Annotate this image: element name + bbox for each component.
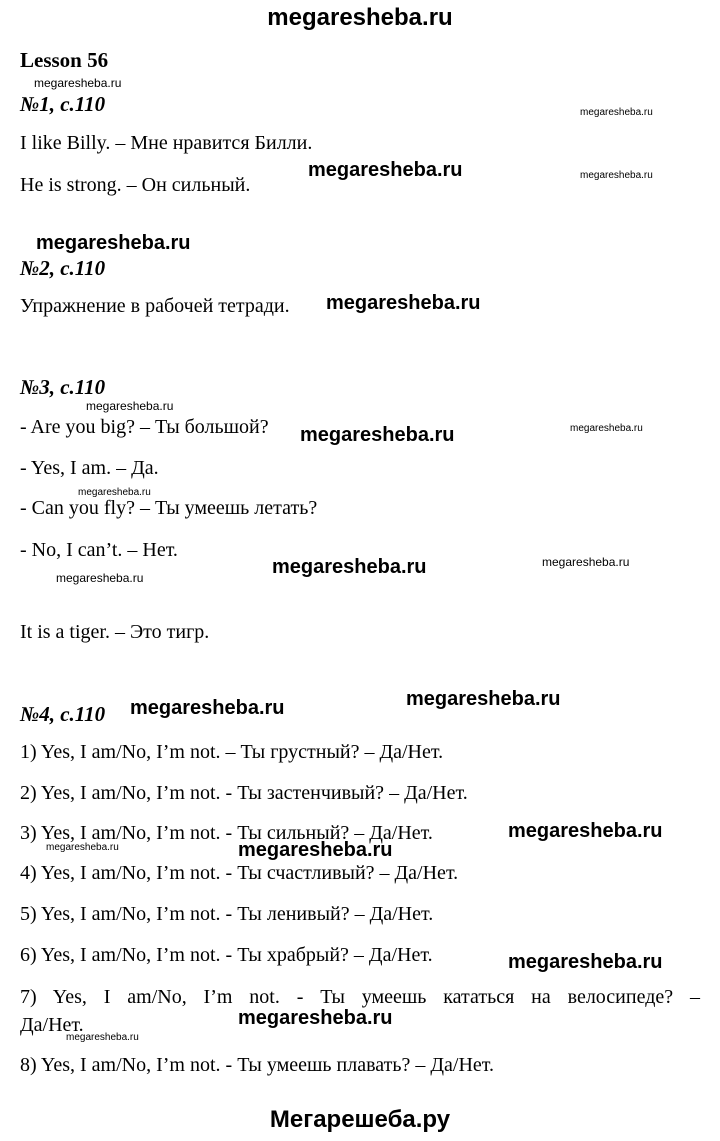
section-3-line-3: - Can you fly? – Ты умеешь летать?: [20, 497, 318, 519]
site-footer: Мегарешеба.ру: [269, 1106, 451, 1133]
section-2-title: №2, с.110: [20, 256, 106, 280]
section-3-line-5: It is a tiger. – Это тигр.: [20, 621, 210, 643]
section-3-line-1: - Are you big? – Ты большой?: [20, 416, 269, 438]
section-4-line-4: 4) Yes, I am/No, I’m not. - Ты счастливый? – Да/Нет.: [20, 862, 459, 884]
watermark: megaresheba.ru: [46, 842, 119, 853]
section-4-title: №4, с.110: [20, 702, 106, 726]
watermark: megaresheba.ru: [326, 292, 481, 314]
section-3-line-2: - Yes, I am. – Да.: [20, 457, 159, 479]
watermark: megaresheba.ru: [570, 423, 643, 434]
section-4-line-7: 7) Yes, I am/No, I’m not. - Ты умеешь кататься на велосипеде? –: [20, 986, 700, 1008]
watermark: megaresheba.ru: [56, 571, 144, 585]
section-4-line-8: 8) Yes, I am/No, I’m not. - Ты умеешь плавать? – Да/Нет.: [20, 1054, 495, 1076]
section-4-line-6: 6) Yes, I am/No, I’m not. - Ты храбрый? – Да/Нет.: [20, 944, 433, 966]
section-1-line-2: He is strong. – Он сильный.: [20, 174, 251, 196]
watermark: megaresheba.ru: [542, 555, 630, 569]
watermark: megaresheba.ru: [406, 688, 561, 710]
watermark: megaresheba.ru: [580, 107, 653, 118]
watermark: megaresheba.ru: [86, 399, 174, 413]
section-3-title: №3, с.110: [20, 375, 106, 399]
watermark: megaresheba.ru: [238, 839, 393, 861]
watermark: megaresheba.ru: [300, 424, 455, 446]
watermark: megaresheba.ru: [36, 232, 191, 254]
section-1-title: №1, с.110: [20, 92, 106, 116]
section-4-line-1: 1) Yes, I am/No, I’m not. – Ты грустный? – Да/Нет.: [20, 741, 444, 763]
section-4-line-5: 5) Yes, I am/No, I’m not. - Ты ленивый? – Да/Нет.: [20, 903, 434, 925]
watermark: megaresheba.ru: [78, 487, 151, 498]
lesson-title: Lesson 56: [20, 48, 109, 72]
watermark: megaresheba.ru: [66, 1032, 139, 1043]
site-header: megaresheba.ru: [267, 4, 453, 31]
watermark: megaresheba.ru: [508, 951, 663, 973]
section-4-line-3: 3) Yes, I am/No, I’m not. - Ты сильный? – Да/Нет.: [20, 822, 433, 844]
watermark: megaresheba.ru: [130, 697, 285, 719]
section-4-line-7-continued: Да/Нет.: [20, 1014, 84, 1036]
watermark: megaresheba.ru: [272, 556, 427, 578]
watermark: megaresheba.ru: [308, 159, 463, 181]
section-1-line-1: I like Billy. – Мне нравится Билли.: [20, 132, 313, 154]
section-4-line-2: 2) Yes, I am/No, I’m not. - Ты застенчивый? – Да/Нет.: [20, 782, 468, 804]
section-3-line-4: - No, I can’t. – Нет.: [20, 539, 178, 561]
watermark: megaresheba.ru: [508, 820, 663, 842]
section-2-line-1: Упражнение в рабочей тетради.: [20, 295, 290, 317]
watermark: megaresheba.ru: [238, 1007, 393, 1029]
watermark: megaresheba.ru: [34, 76, 122, 90]
watermark: megaresheba.ru: [580, 170, 653, 181]
